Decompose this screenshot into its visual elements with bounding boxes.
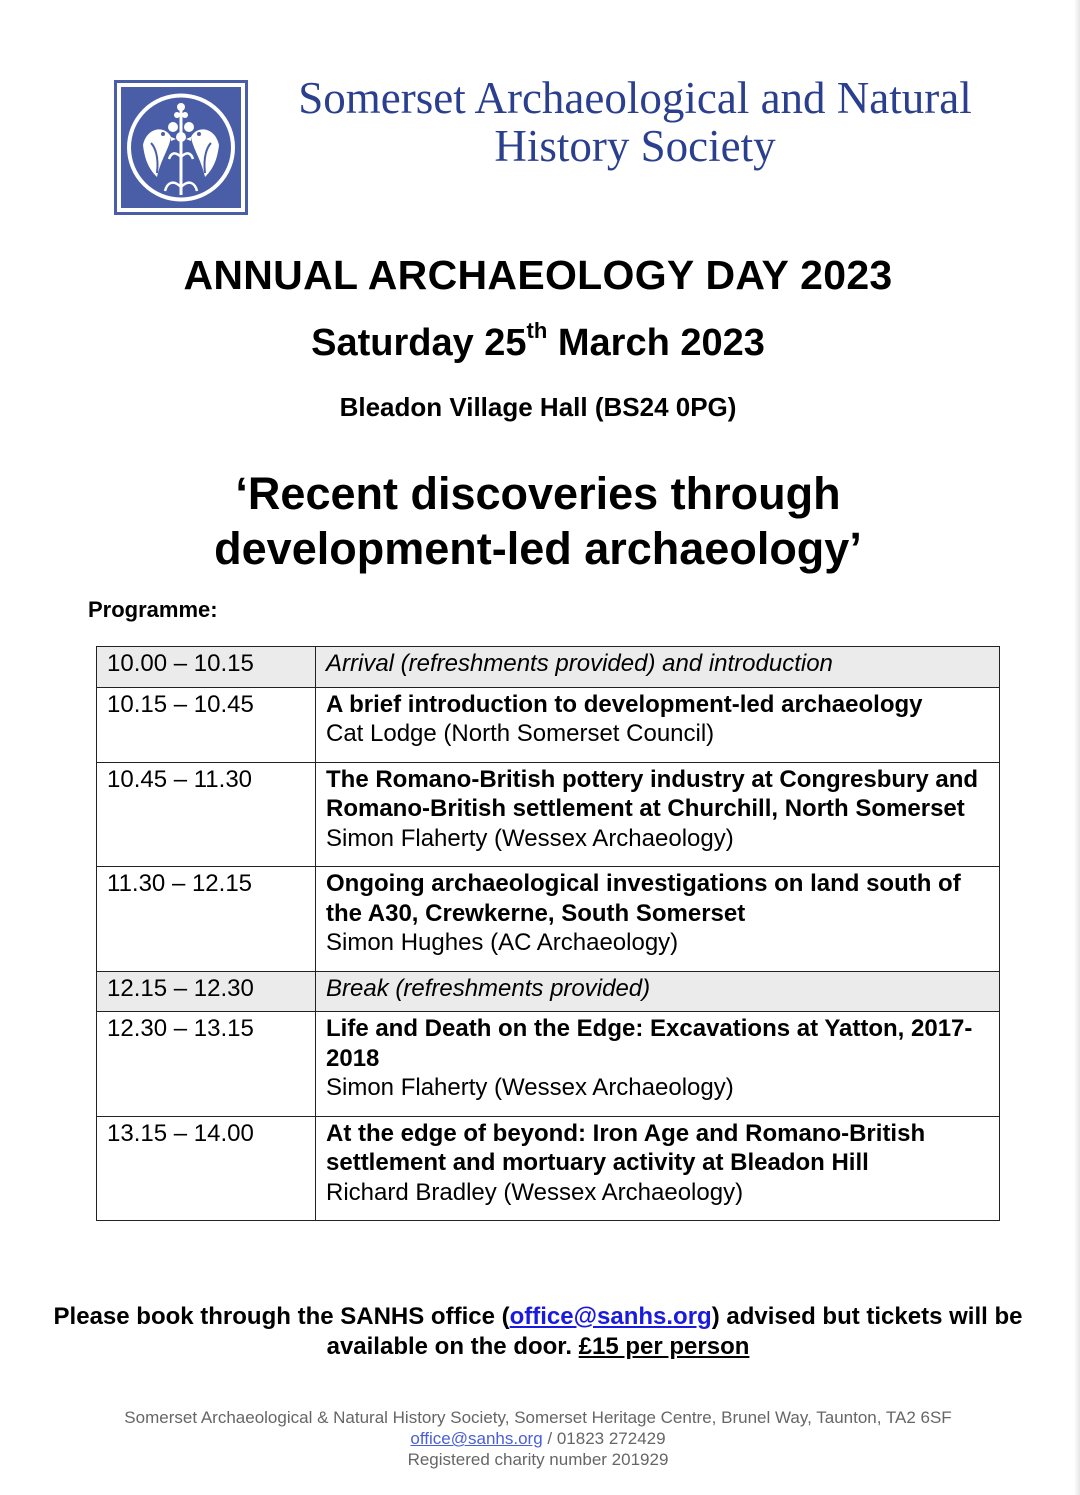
event-date-day: Saturday 25	[311, 322, 527, 364]
session-details	[316, 1116, 1000, 1221]
talk-title: The Romano-British pottery industry at Congresbury and Romano-British settlement at Churchill, North Somerset	[326, 765, 979, 822]
session-time: 10.45 – 11.30	[97, 762, 316, 867]
programme-label: Programme:	[88, 597, 218, 622]
session-details	[316, 1012, 1000, 1117]
table-row	[97, 762, 1000, 867]
booking-text-end: ) advised but tickets will be available on the door.	[326, 1303, 1023, 1360]
table-row	[97, 971, 1000, 1012]
session-details	[316, 867, 1000, 972]
session-time: 10.15 – 10.45	[97, 687, 316, 762]
event-title: ANNUAL ARCHAEOLOGY DAY 2023	[183, 252, 893, 298]
talk-speaker: Cat Lodge (North Somerset Council)	[326, 720, 715, 747]
talk-speaker: Richard Bradley (Wessex Archaeology)	[326, 1178, 744, 1206]
talk-speaker: Simon Flaherty (Wessex Archaeology)	[326, 1074, 734, 1101]
theme-line2: development-led archaeology’	[214, 523, 862, 574]
event-venue: Bleadon Village Hall (BS24 0PG)	[339, 392, 737, 422]
society-name-line2: History Society	[494, 121, 776, 171]
booking-notice	[0, 1302, 1076, 1362]
booking-email-link[interactable]: office@sanhs.org	[509, 1303, 712, 1330]
talk-title: A brief introduction to development-led archaeology	[326, 690, 923, 718]
booking-text-start: Please book through the SANHS office (	[53, 1303, 510, 1330]
talk-speaker: Simon Flaherty (Wessex Archaeology)	[326, 824, 734, 852]
session-details	[316, 687, 1000, 762]
session-details	[316, 971, 1000, 1012]
session-note: Arrival (refreshments provided) and introduction	[326, 650, 833, 677]
footer-phone: / 01823 272429	[542, 1429, 666, 1448]
society-name	[290, 74, 980, 170]
talk-speaker: Simon Hughes (AC Archaeology)	[326, 929, 679, 956]
session-time: 10.00 – 10.15	[97, 647, 316, 688]
society-name-line1: Somerset Archaeological and Natural	[298, 73, 972, 123]
ticket-price: £15 per person	[578, 1333, 750, 1360]
table-row	[97, 1116, 1000, 1221]
talk-title: Life and Death on the Edge: Excavations at Yatton, 2017-2018	[326, 1015, 973, 1072]
table-row	[97, 1012, 1000, 1117]
footer-address: Somerset Archaeological & Natural History Society, Somerset Heritage Centre, Brunel Way, Taunton, TA2 6SF	[124, 1408, 952, 1427]
session-time: 11.30 – 12.15	[97, 867, 316, 972]
society-logo	[114, 80, 248, 215]
table-row	[97, 687, 1000, 762]
session-time: 12.30 – 13.15	[97, 1012, 316, 1117]
footer-contact	[0, 1428, 1076, 1449]
table-row	[97, 867, 1000, 972]
session-details	[316, 762, 1000, 867]
session-time: 12.15 – 12.30	[97, 971, 316, 1012]
event-date	[0, 318, 1076, 365]
birds-emblem-icon	[121, 87, 241, 208]
event-date-suffix: th	[526, 318, 548, 343]
event-date-month-year: March 2023	[547, 322, 765, 364]
session-details	[316, 647, 1000, 688]
session-note: Break (refreshments provided)	[326, 974, 651, 1002]
footer-email-link[interactable]: office@sanhs.org	[410, 1429, 543, 1448]
programme-table	[96, 646, 1000, 1221]
page-edge-shadow	[1074, 0, 1080, 1495]
session-time: 13.15 – 14.00	[97, 1116, 316, 1221]
table-row	[97, 647, 1000, 688]
talk-title: Ongoing archaeological investigations on land south of the A30, Crewkerne, South Somerset	[326, 870, 961, 927]
event-theme	[0, 466, 1076, 576]
footer	[0, 1407, 1076, 1470]
footer-charity-number: Registered charity number 201929	[407, 1450, 669, 1469]
theme-line1: ‘Recent discoveries through	[235, 468, 841, 519]
talk-title: At the edge of beyond: Iron Age and Romano-British settlement and mortuary activity at Bleadon Hill	[326, 1119, 926, 1176]
